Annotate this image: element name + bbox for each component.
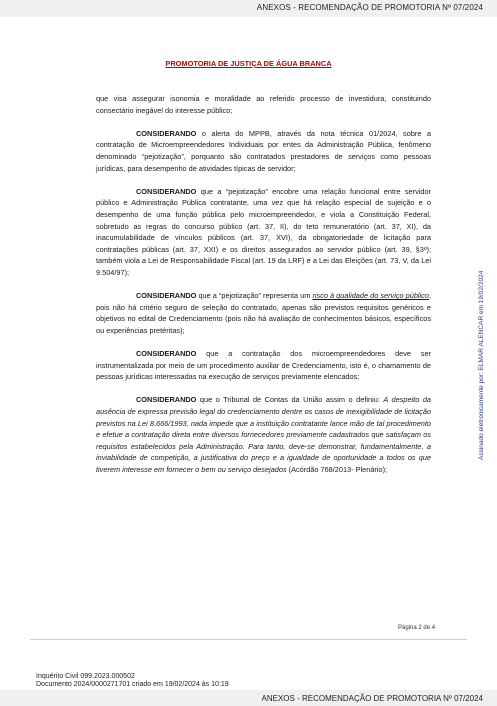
- paragraph-text: que a contratação dos microempreendedores deve ser instrumentalizada por meio de um procedimento auxiliar de Credenciamento, isto é, o chamamento de pessoas jurídicas interessadas na execução de serviços previamente elencados;: [96, 349, 431, 382]
- footer-divider: [30, 639, 467, 640]
- document-footer-title: ANEXOS - RECOMENDAÇÃO DE PROMOTORIA Nº 07/2024: [261, 694, 483, 703]
- paragraph-text: que a “pejotização” encobre uma relação funcional entre servidor público e Administração Pública contratante, uma vez que há relação especial de sujeição e o desempenho de uma função pública pelo microempreendedor, e viola a Constituição Federal, sobretudo as regras do concurso público (art. 37, II), do teto remuneratório (art. 37, XI), da inacumulabilidade de vínculos públicos (art. 37, XVI), da obrigatoriedade de licitação para contratações públicas (art. 37, XXI) e os direitos assegurados ao servidor público (art. 39, §3º); também viola a Lei de Responsabilidade Fiscal (art. 19 da LRF) e a Lei das Eleições (art. 73, V, da Lei 9.504/97);: [96, 186, 431, 277]
- paragraph-text: que visa assegurar isonomia e moralidade ao referido processo de investidura, constituindo consectário inegável do interesse público;: [96, 94, 431, 115]
- organization-title: PROMOTORIA DE JUSTIÇA DE ÁGUA BRANCA: [165, 59, 332, 68]
- paragraph-text: , pois não há critério seguro de seleção do contratado, apenas são previstos requisitos genéricos e objetivos no edital de Credenciamento (pois não há avaliação de conhecimentos básicos, específicos ou experiências pretéritas);: [96, 291, 431, 335]
- document-header-title: ANEXOS - RECOMENDAÇÃO DE PROMOTORIA Nº 07/2024: [256, 3, 483, 12]
- paragraph-text: (Acórdão 768/2013- Plenário);: [286, 465, 388, 474]
- considerando-label: CONSIDERANDO: [136, 128, 197, 138]
- considerando-label: CONSIDERANDO: [136, 186, 197, 196]
- considerando-label: CONSIDERANDO: [136, 349, 197, 359]
- paragraph-considerando-3: [96, 290, 431, 336]
- tcu-quote: A despeito da ausência de expressa previsão legal do credenciamento dentre os casos de inexigibilidade de licitação previstos na Lei 8.666/1993, nada impede que a instituição contratante lance mão de tal procedimento e efetue a contratação direta entre diversos fornecedores previamente cadastrados que satisfaçam os requisitos estabelecidos pela Administração. Para tanto, deve-se demonstrar, fundamentalmente, a inviabilidade de competição, a justificativa do preço e a igualdade de oportunidade a todos os que tiverem interesse em fornecer o bem ou serviço desejados: [96, 395, 431, 474]
- paragraph-text: que a “pejotização” representa um: [196, 291, 313, 301]
- considerando-label: CONSIDERANDO: [136, 291, 197, 301]
- document-created: Documento 2024/0000271701 criado em 19/02/2024 às 10:19: [36, 681, 229, 688]
- paragraph-text: que o Tribunal de Contas da União assim o definiu:: [196, 395, 384, 405]
- considerando-label: CONSIDERANDO: [136, 395, 197, 405]
- signature-text: Assinado eletronicamente por: ELMAR ALENCAR em 19/02/2024: [478, 270, 485, 460]
- risk-emphasis: risco à qualidade do serviço público: [312, 291, 429, 301]
- paragraph-considerando-4: [96, 348, 431, 383]
- paragraph-continuation: [96, 93, 431, 116]
- paragraph-text: o alerta do MPPB, através da nota técnica 01/2024, sobre a contratação de Microempreendedores Individuais por entes da Administração Pública, fenômeno denominado “pejotização”, porquanto são contratados prestadores de serviços como pessoas jurídicas, para desempenho de atividades típicas de servidor;: [96, 128, 431, 173]
- paragraph-considerando-2: [96, 186, 431, 279]
- bottom-header-bar: [0, 690, 497, 706]
- document-body: [96, 93, 431, 487]
- top-header-bar: [0, 0, 497, 17]
- paragraph-considerando-1: [96, 128, 431, 174]
- paragraph-considerando-5: [96, 394, 431, 475]
- inquerito-number: Inquérito Civil 099.2023.000502: [36, 673, 135, 680]
- page-number: Página 2 de 4: [398, 625, 436, 631]
